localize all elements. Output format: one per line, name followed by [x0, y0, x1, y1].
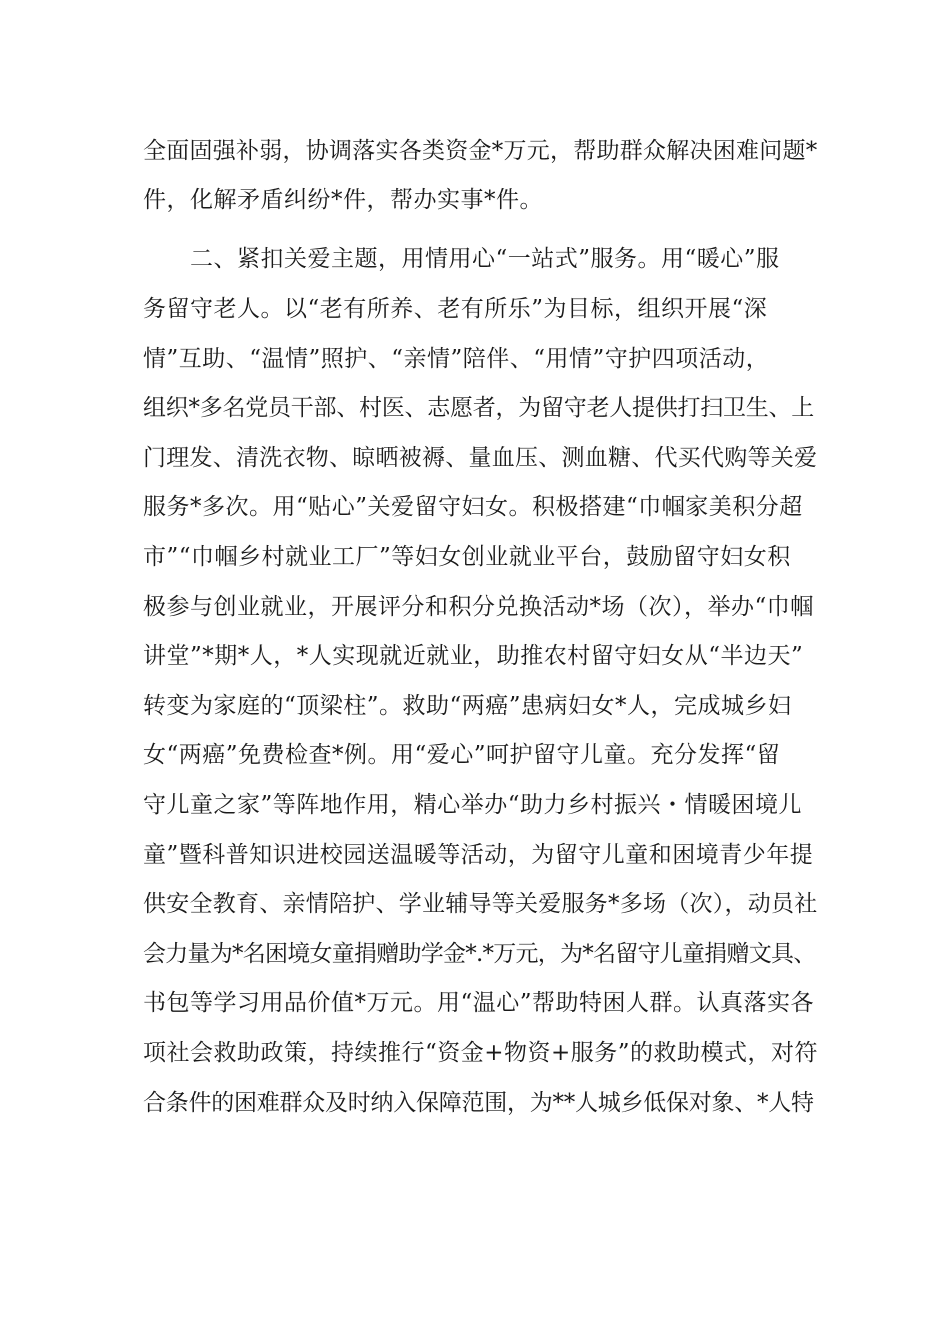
- text-line: 市”“巾帼乡村就业工厂”等妇女创业就业平台，鼓励留守妇女积: [143, 544, 791, 570]
- text-line: 书包等学习用品价值*万元。用“温心”帮助特困人群。认真落实各: [143, 990, 815, 1016]
- text-line: 合条件的困难群众及时纳入保障范围，为**人城乡低保对象、*人特: [143, 1090, 814, 1116]
- text-line: 守儿童之家”等阵地作用，精心举办“助力乡村振兴・情暖困境儿: [143, 792, 803, 818]
- text-line: 务留守老人。以“老有所养、老有所乐”为目标，组织开展“深: [143, 296, 768, 322]
- text-line: 服务*多次。用“贴心”关爱留守妇女。积极搭建“巾帼家美积分超: [143, 494, 803, 520]
- text-line: 组织*多名党员干部、村医、志愿者，为留守老人提供打扫卫生、上: [143, 395, 814, 421]
- text-line: 童”暨科普知识进校园送温暖等活动，为留守儿童和困境青少年提: [143, 842, 814, 868]
- text-line: 会力量为*名困境女童捐赠助学金*.*万元，为*名留守儿童捐赠文具、: [143, 941, 816, 967]
- text-line: 转变为家庭的“顶梁柱”。救助“两癌”患病妇女*人，完成城乡妇: [143, 693, 792, 719]
- text-line: 情”互助、“温情”照护、“亲情”陪伴、“用情”守护四项活动，: [143, 346, 770, 372]
- text-line: 供安全教育、亲情陪护、学业辅导等关爱服务*多场（次），动员社: [143, 891, 818, 917]
- text-line: 女“两癌”免费检查*例。用“爱心”呵护留守儿童。充分发挥“留: [143, 742, 781, 768]
- text-line: 二、紧扣关爱主题，用情用心“一站式”服务。用“暖心”服: [190, 246, 780, 272]
- text-line: 件，化解矛盾纠纷*件，帮办实事*件。: [143, 187, 543, 213]
- text-line: 极参与创业就业，开展评分和积分兑换活动*场（次），举办“巾帼: [143, 594, 814, 620]
- text-line: 全面固强补弱，协调落实各类资金*万元，帮助群众解决困难问题*: [143, 138, 818, 164]
- text-line: 门理发、清洗衣物、晾晒被褥、量血压、测血糖、代买代购等关爱: [143, 445, 818, 471]
- text-line: 讲堂”*期*人，*人实现就近就业，助推农村留守妇女从“半边天”: [143, 643, 804, 669]
- text-line: 项社会救助政策，持续推行“资金+物资+服务”的救助模式，对符: [143, 1040, 819, 1066]
